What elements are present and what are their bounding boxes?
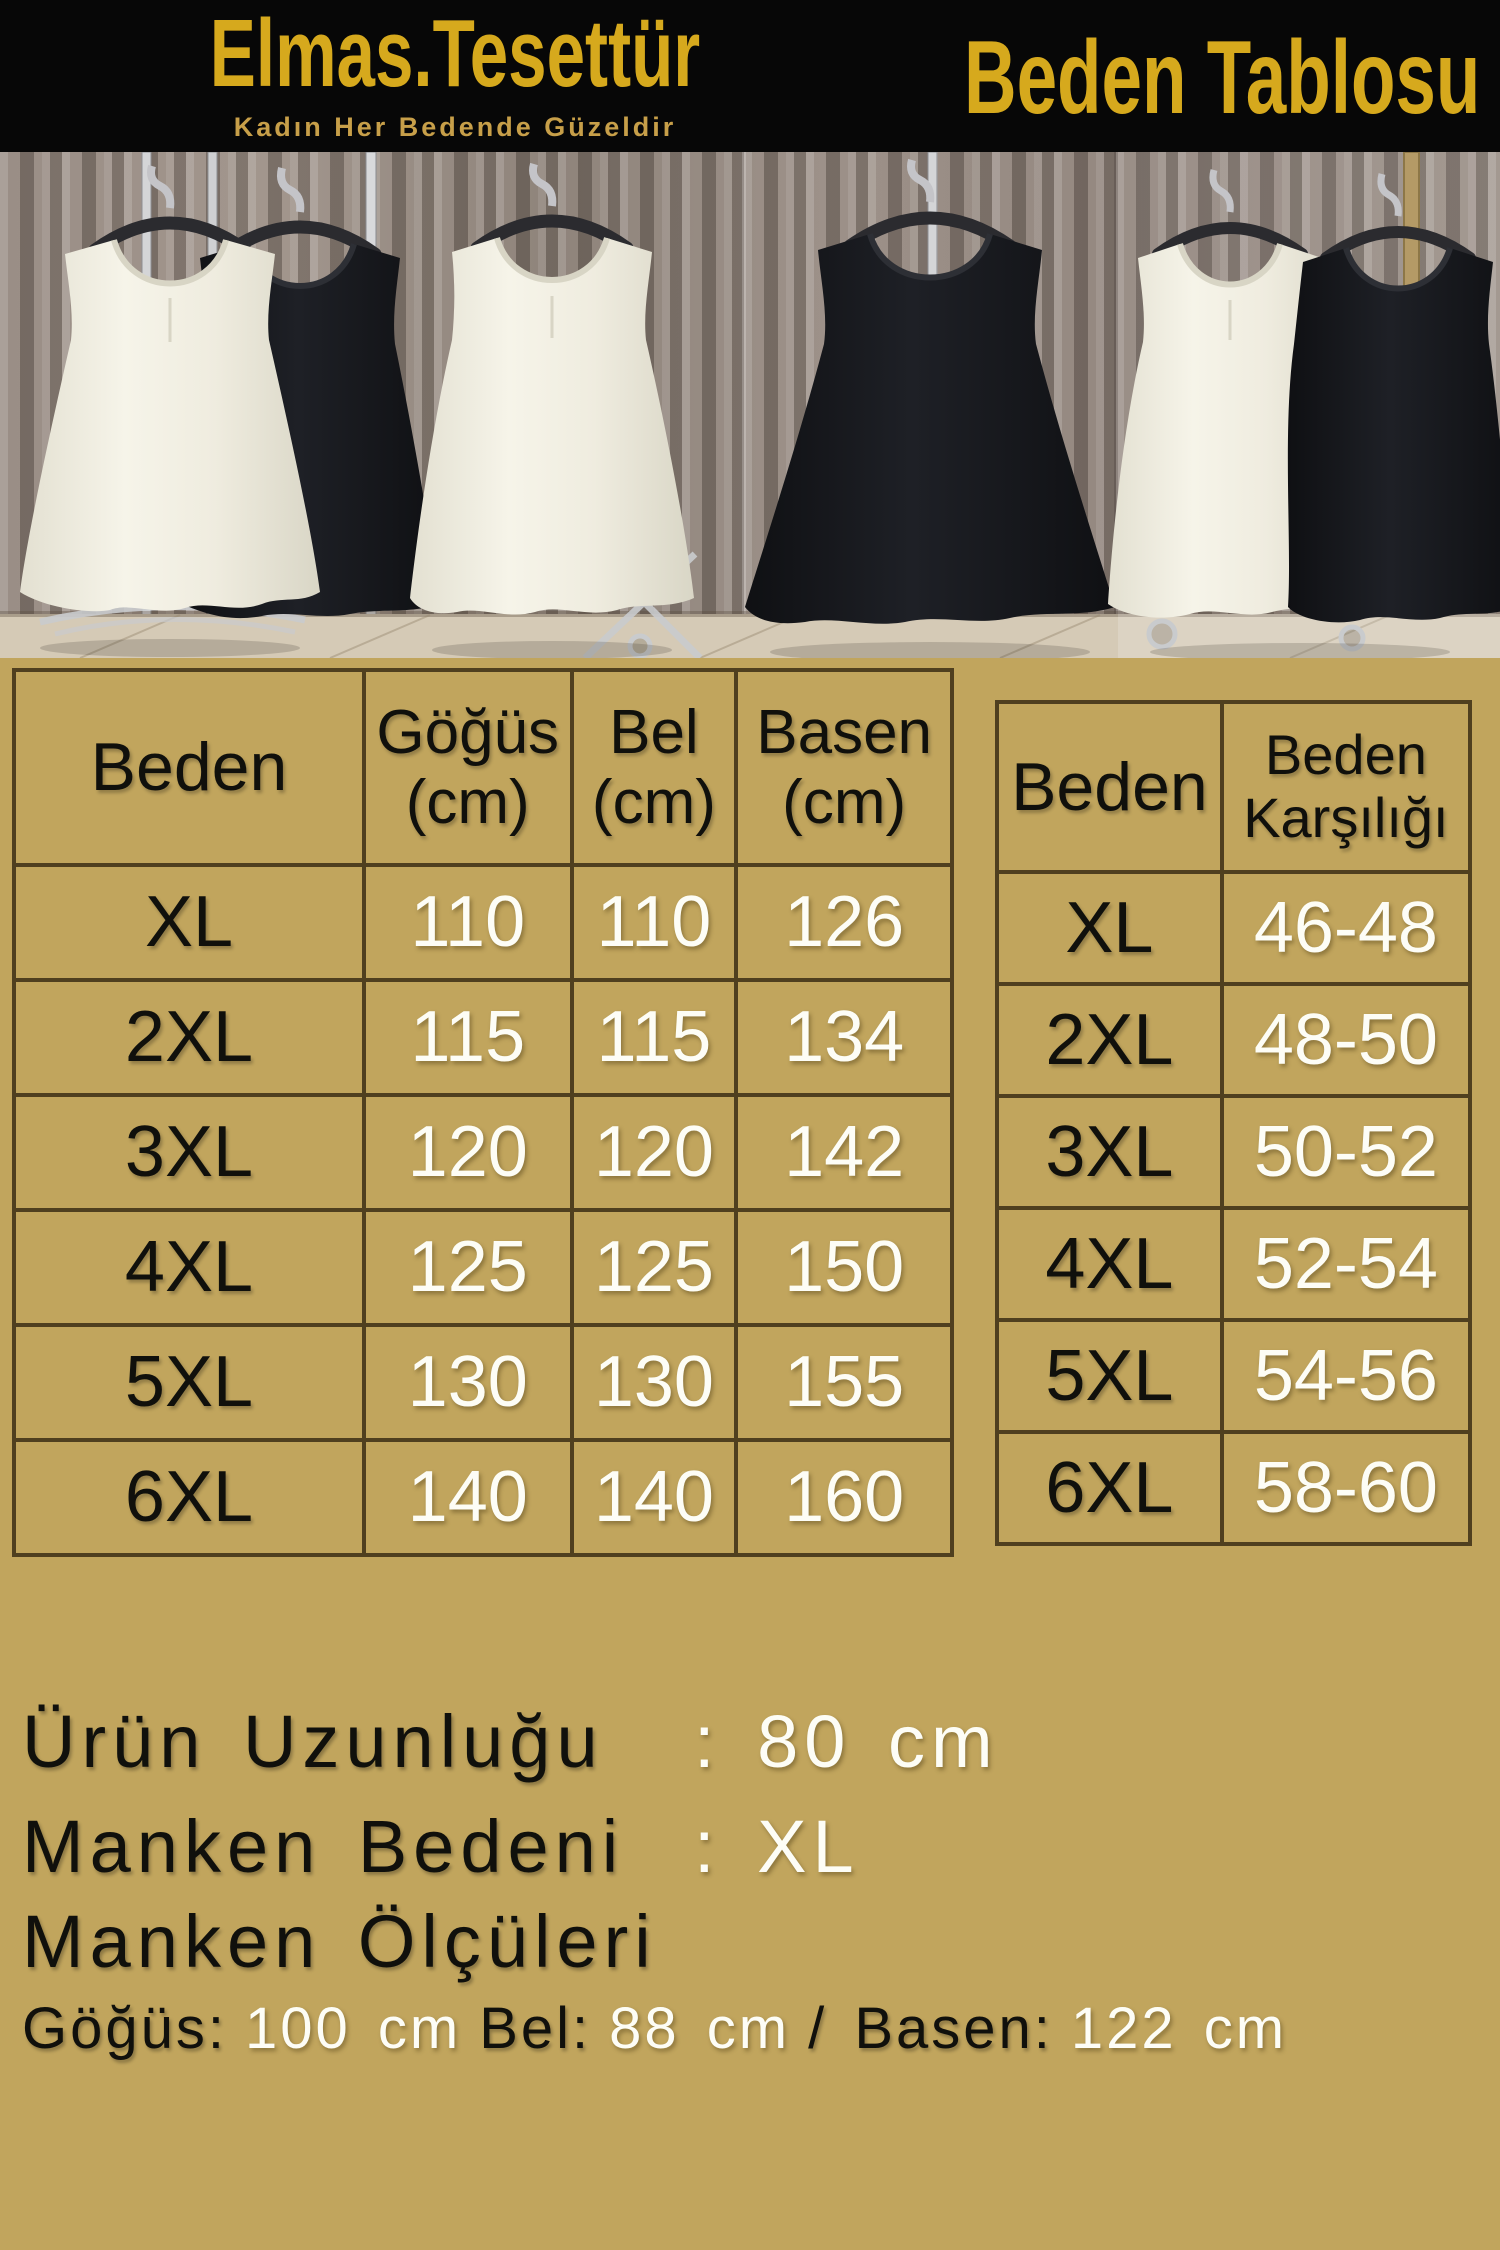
table-row [14, 865, 952, 980]
table-row [997, 872, 1470, 984]
value-cell: 142 [736, 1095, 952, 1210]
table-row [14, 1095, 952, 1210]
page-title: Beden Tablosu [964, 20, 1481, 136]
value-cell: 134 [736, 980, 952, 1095]
equivalent-cell: 46-48 [1222, 872, 1470, 984]
table-row [14, 1440, 952, 1555]
size-cell: 2XL [14, 980, 364, 1095]
equivalent-cell: 58-60 [1222, 1432, 1470, 1544]
size-cell: 3XL [997, 1096, 1222, 1208]
table-row [997, 984, 1470, 1096]
size-cell: 4XL [14, 1210, 364, 1325]
value-cell: 126 [736, 865, 952, 980]
value-cell: 130 [572, 1325, 737, 1440]
measure-label: / Basen: [808, 1996, 1053, 2061]
value-cell: 140 [364, 1440, 572, 1555]
table-row [997, 1208, 1470, 1320]
col-header-size: Beden [997, 702, 1222, 872]
hanger-hook-icon [911, 160, 930, 202]
model-measurements-label: Manken Ölçüleri [22, 1900, 657, 1983]
model-size-line [22, 1805, 860, 1888]
col-header-bel: Bel (cm) [572, 670, 737, 865]
table-row [997, 1320, 1470, 1432]
hanger-hook-icon [533, 164, 552, 206]
model-measurements-heading [22, 1900, 694, 1983]
photo-illustration [0, 152, 1500, 658]
equivalent-cell: 52-54 [1222, 1208, 1470, 1320]
size-cell: 2XL [997, 984, 1222, 1096]
white-dress-2 [410, 164, 694, 615]
value-cell: 140 [572, 1440, 737, 1555]
table-row [997, 1432, 1470, 1544]
measure-label: Bel: [479, 1996, 592, 2061]
value-cell: 110 [364, 865, 572, 980]
value-cell: 115 [364, 980, 572, 1095]
brand-tagline: Kadın Her Bedende Güzeldir [233, 112, 677, 142]
measure-value: 100 cm [245, 1996, 462, 2061]
product-photo-strip [0, 152, 1500, 658]
equivalent-cell: 54-56 [1222, 1320, 1470, 1432]
table-row [14, 1325, 952, 1440]
size-cell: XL [14, 865, 364, 980]
value-cell: 130 [364, 1325, 572, 1440]
table-row [14, 1210, 952, 1325]
size-cell: XL [997, 872, 1222, 984]
product-length-label: Ürün Uzunluğu [22, 1700, 604, 1783]
model-measurements-line [22, 1996, 1305, 2061]
size-cell: 6XL [997, 1432, 1222, 1544]
col-header-gogus: Göğüs (cm) [364, 670, 572, 865]
value-cell: 150 [736, 1210, 952, 1325]
measure-value: 88 cm [609, 1996, 791, 2061]
value-cell: 125 [364, 1210, 572, 1325]
size-cell: 5XL [997, 1320, 1222, 1432]
measurement-table [12, 668, 954, 1557]
size-cell: 6XL [14, 1440, 364, 1555]
col-header-equivalent: Beden Karşılığı [1222, 702, 1470, 872]
col-header-size: Beden [14, 670, 364, 865]
table-row [14, 980, 952, 1095]
col-header-basen: Basen (cm) [736, 670, 952, 865]
size-cell: 5XL [14, 1325, 364, 1440]
table-row [997, 1096, 1470, 1208]
value-cell: 125 [572, 1210, 737, 1325]
hanger-hook-icon [151, 166, 170, 208]
size-equivalence-table [995, 700, 1472, 1546]
brand-logo: Elmas.Tesettür [209, 0, 701, 107]
product-length-line [22, 1700, 999, 1783]
table-header-row [14, 670, 952, 865]
equivalent-cell: 50-52 [1222, 1096, 1470, 1208]
measure-label: Göğüs: [22, 1996, 227, 2061]
value-cell: 160 [736, 1440, 952, 1555]
photo-seam [742, 152, 746, 658]
size-cell: 3XL [14, 1095, 364, 1210]
table-header-row [997, 702, 1470, 872]
product-length-value: : 80 cm [694, 1700, 999, 1783]
measure-value: 122 cm [1070, 1996, 1288, 2061]
size-cell: 4XL [997, 1208, 1222, 1320]
header-bar [0, 0, 1500, 152]
value-cell: 155 [736, 1325, 952, 1440]
value-cell: 110 [572, 865, 737, 980]
value-cell: 120 [364, 1095, 572, 1210]
value-cell: 115 [572, 980, 737, 1095]
model-size-label: Manken Bedeni [22, 1805, 625, 1888]
value-cell: 120 [572, 1095, 737, 1210]
equivalent-cell: 48-50 [1222, 984, 1470, 1096]
model-size-value: : XL [694, 1805, 860, 1888]
